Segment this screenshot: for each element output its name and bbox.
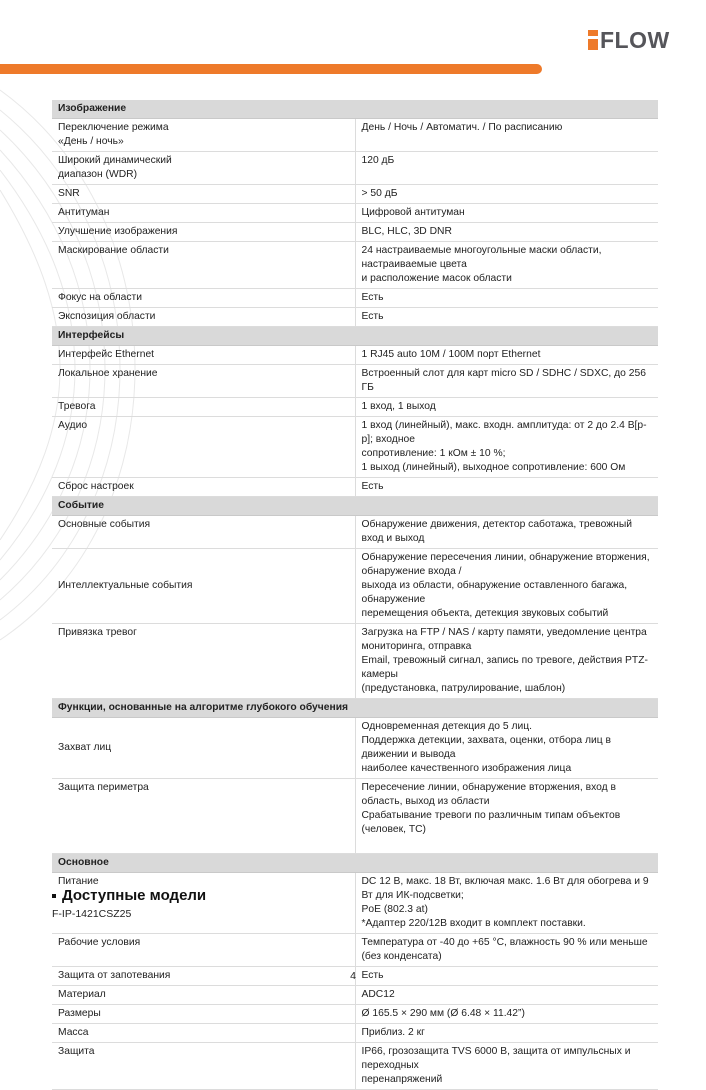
spec-row [52,308,658,327]
spec-key [52,204,355,223]
spec-key [52,478,355,497]
spec-value-line: Обнаружение движения, детектор саботажа, тревожный вход и выход [361,519,632,544]
spec-key-line: Интеллектуальные события [58,580,193,591]
spec-value-line: Температура от -40 до +65 °C, влажность 90 % или меньше (без конденсата) [361,937,648,962]
spec-value-line: День / Ночь / Автоматич. / По расписанию [361,122,563,133]
section-title: Изображение [52,100,658,119]
spec-table [52,100,658,1090]
spec-value-line: ADC12 [361,989,395,1000]
spec-key [52,624,355,699]
spec-key [52,718,355,779]
spec-value [355,417,658,478]
spec-key [52,1024,355,1043]
spec-value-line: 1 выход (линейный), выходное сопротивление: 600 Ом [361,462,626,473]
section-header-row [52,497,658,516]
spec-value [355,289,658,308]
spec-key-line: Материал [58,989,106,1000]
spec-value-line: Цифровой антитуман [361,207,465,218]
spec-value-line: 1 RJ45 auto 10M / 100M порт Ethernet [361,349,541,360]
flow-logo [588,28,670,52]
spec-value [355,223,658,242]
spec-key-line: Фокус на области [58,292,143,303]
spec-key-line: Улучшение изображения [58,226,178,237]
spec-key-line: Размеры [58,1008,101,1019]
spec-value-line: перенапряжений [361,1074,443,1085]
spec-key-line: Питание [58,876,99,887]
spec-value-line: сопротивление: 1 кОм ± 10 %; [361,448,506,459]
section-header-row [52,699,658,718]
spec-value [355,779,658,854]
spec-key [52,185,355,204]
spec-key-line: SNR [58,188,80,199]
spec-value-line: Есть [361,292,384,303]
spec-key [52,934,355,967]
spec-row [52,242,658,289]
page-number: 4 [350,970,356,982]
spec-value-line: Встроенный слот для карт micro SD / SDHC / SDXC, до 256 ГБ [361,368,646,393]
spec-key-line: Маскирование области [58,245,169,256]
spec-value [355,365,658,398]
spec-key [52,417,355,478]
spec-value [355,478,658,497]
spec-value [355,1005,658,1024]
spec-row [52,223,658,242]
spec-key [52,119,355,152]
spec-value [355,549,658,624]
spec-row [52,624,658,699]
spec-row [52,478,658,497]
spec-key-line: Защита [58,1046,95,1057]
spec-value-line: (предустановка, патрулирование, шаблон) [361,683,566,694]
spec-row [52,1043,658,1090]
spec-value [355,1043,658,1090]
spec-key [52,398,355,417]
spec-value [355,152,658,185]
spec-key [52,986,355,1005]
spec-value-line: 120 дБ [361,155,395,166]
spec-row [52,549,658,624]
section-title: Основное [52,854,658,873]
spec-value-line: наиболее качественного изображения лица [361,763,572,774]
logo-i-mark [588,30,598,50]
spec-row [52,152,658,185]
spec-key [52,1005,355,1024]
spec-value-line: выхода из области, обнаружение оставленного багажа, обнаружение [361,580,628,605]
spec-key-line: Переключение режима [58,122,169,133]
spec-key [52,308,355,327]
spec-value-line: Загрузка на FTP / NAS / карту памяти, уведомление центра мониторинга, отправка [361,627,647,652]
spec-value-line: Есть [361,970,384,981]
spec-value-line [362,837,654,851]
spec-value-line: и расположение масок области [361,273,512,284]
spec-row [52,779,658,854]
spec-row [52,1024,658,1043]
spec-key-line: Рабочие условия [58,937,141,948]
spec-value-line: 1 вход, 1 выход [361,401,436,412]
spec-key-line: Экспозиция области [58,311,156,322]
spec-value [355,242,658,289]
spec-key-line: Антитуман [58,207,110,218]
spec-key-line: Интерфейс Ethernet [58,349,155,360]
spec-value [355,1024,658,1043]
spec-value-line: IP66, грозозащита TVS 6000 В, защита от импульсных и переходных [361,1046,631,1071]
bullet-square-icon [52,894,56,898]
spec-row [52,204,658,223]
model-list-item: F-IP-1421CSZ25 [52,908,132,920]
spec-key [52,549,355,624]
spec-value-line: Пересечение линии, обнаружение вторжения, вход в область, выход из области [361,782,616,807]
spec-key-line: Тревога [58,401,96,412]
spec-row [52,398,658,417]
spec-value [355,986,658,1005]
spec-key-line: Захват лиц [58,742,112,753]
spec-row [52,289,658,308]
spec-key-line: диапазон (WDR) [58,169,138,180]
available-models-title: Доступные модели [62,887,207,904]
spec-key [52,289,355,308]
section-header-row [52,327,658,346]
spec-value-line: DC 12 В, макс. 18 Вт, включая макс. 1.6 Вт для обогрева и 9 Вт для ИК-подсветки; [361,876,649,901]
spec-value-line: Обнаружение пересечения линии, обнаружение вторжения, обнаружение входа / [361,552,650,577]
spec-value [355,308,658,327]
spec-value-line: Email, тревожный сигнал, запись по тревоге, действия PTZ-камеры [361,655,648,680]
available-models-heading [52,887,206,904]
spec-value [355,398,658,417]
spec-row [52,516,658,549]
spec-value [355,516,658,549]
section-header-row [52,100,658,119]
spec-value [355,873,658,934]
spec-key-line: Сброс настроек [58,481,134,492]
spec-key [52,346,355,365]
spec-value-line: Ø 165.5 × 290 мм (Ø 6.48 × 11.42”) [361,1008,525,1019]
spec-key-line: Привязка тревог [58,627,137,638]
spec-value [355,185,658,204]
spec-key-line: «День / ночь» [58,136,124,147]
spec-row [52,119,658,152]
spec-key-line: Основные события [58,519,151,530]
spec-key [52,516,355,549]
spec-value-line: Одновременная детекция до 5 лиц. [361,721,532,732]
spec-value-line: перемещения объекта, детекция звуковых событий [361,608,609,619]
spec-value-line: Есть [361,311,384,322]
spec-value [355,204,658,223]
section-header-row [52,854,658,873]
header-accent-bar [0,64,542,74]
spec-key [52,223,355,242]
spec-value-line: 24 настраиваемые многоугольные маски области, настраиваемые цвета [361,245,602,270]
spec-value-line: *Адаптер 220/12В входит в комплект поставки. [361,918,586,929]
section-title: Событие [52,497,658,516]
logo-text: FLOW [600,27,670,53]
spec-key-line: Масса [58,1027,89,1038]
section-title: Функции, основанные на алгоритме глубокого обучения [52,699,658,718]
spec-value-line: PoE (802.3 at) [361,904,428,915]
spec-row [52,417,658,478]
spec-row [52,1005,658,1024]
spec-value-line: > 50 дБ [361,188,398,199]
spec-row [52,346,658,365]
spec-key-line: Широкий динамический [58,155,172,166]
section-title: Интерфейсы [52,327,658,346]
spec-key-line: Аудио [58,420,88,431]
spec-key-line: Защита периметра [58,782,149,793]
spec-value [355,346,658,365]
spec-value-line: Есть [361,481,384,492]
spec-value [355,119,658,152]
spec-value-line: BLC, HLC, 3D DNR [361,226,452,237]
spec-value-line: Срабатывание тревоги по различным типам объектов (человек, ТС) [361,810,621,835]
spec-value-line: Приблиз. 2 кг [361,1027,425,1038]
spec-key [52,152,355,185]
spec-key [52,1043,355,1090]
spec-row [52,185,658,204]
spec-row [52,986,658,1005]
spec-row [52,365,658,398]
spec-key [52,365,355,398]
spec-value [355,718,658,779]
spec-value-line: 1 вход (линейный), макс. входн. амплитуда: от 2 до 2.4 В[р-р]; входное [361,420,647,445]
spec-row [52,718,658,779]
spec-value-line: Поддержка детекции, захвата, оценки, отбора лиц в движении и вывода [361,735,611,760]
spec-value [355,624,658,699]
spec-key [52,242,355,289]
spec-key-line: Локальное хранение [58,368,158,379]
spec-key-line: Защита от запотевания [58,970,171,981]
spec-value [355,934,658,967]
spec-row [52,934,658,967]
spec-key [52,779,355,854]
